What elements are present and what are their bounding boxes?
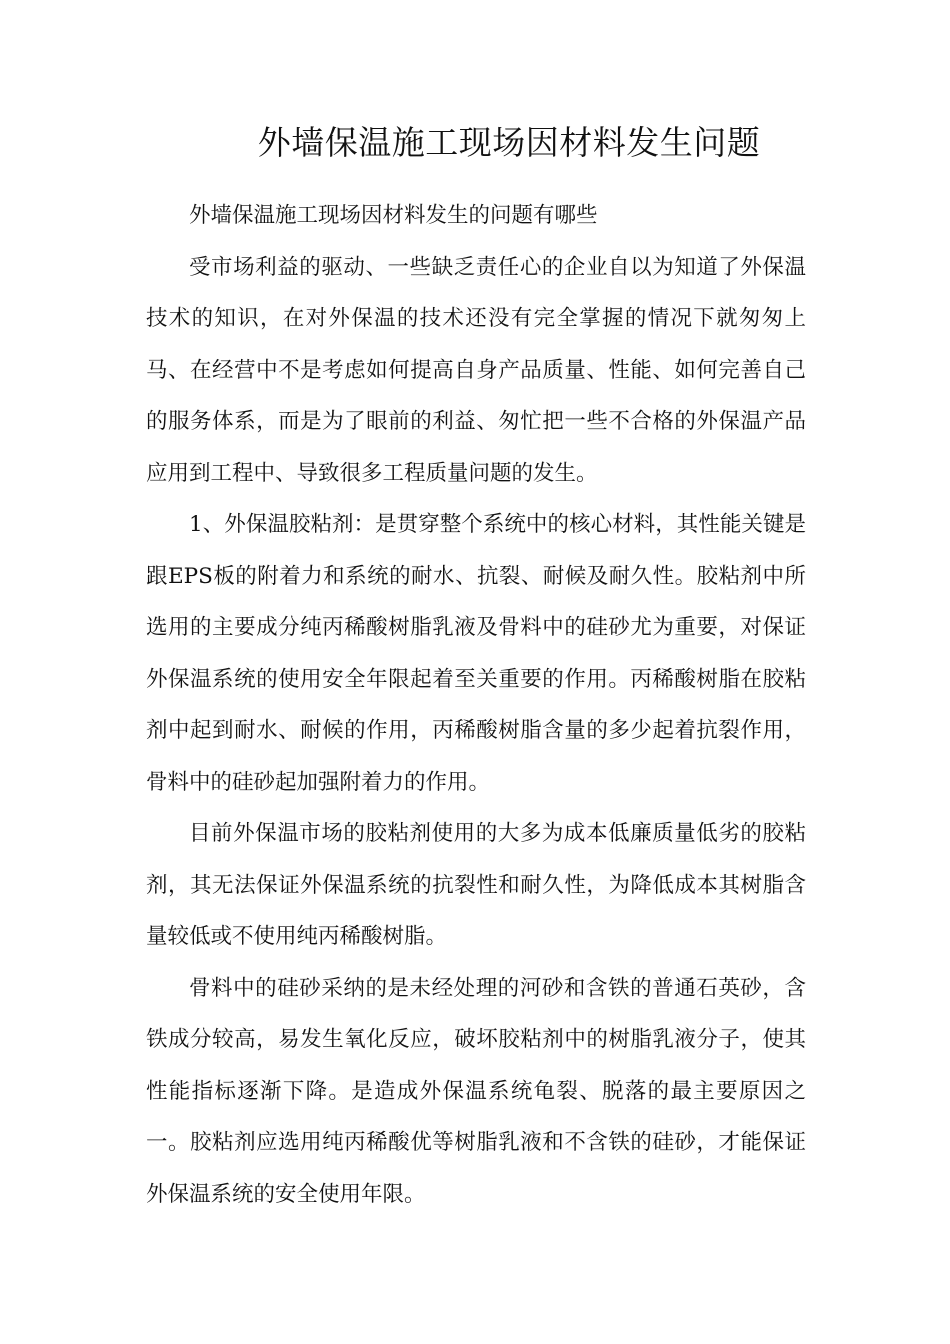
document-title: 外墙保温施工现场因材料发生问题 [257,123,761,162]
paragraph-subtitle: 外墙保温施工现场因材料发生的问题有哪些 [189,203,598,228]
paragraph-adhesive: 1、外保温胶粘剂：是贯穿整个系统中的核心材料，其性能关键是跟EPS板的附着力和系统的耐水、抗裂、耐候及耐久性。胶粘剂中所选用的主要成分纯丙稀酸树脂乳液及骨料中的硅砂尤为重要，对保证外保温系统的使用安全年限起着至关重要的作用。丙稀酸树脂在胶粘剂中起到耐水、耐候的作用，丙稀酸树脂含量的多少起着抗裂作用，骨料中的硅砂起加强附着力的作用。 [146,512,806,795]
document-body [146,190,806,1220]
paragraph-market: 受市场利益的驱动、一些缺乏责任心的企业自以为知道了外保温技术的知识，在对外保温的技术还没有完全掌握的情况下就匆匆上马、在经营中不是考虑如何提高自身产品质量、性能、如何完善自己的服务体系，而是为了眼前的利益、匆忙把一些不合格的外保温产品应用到工程中、导致很多工程质量问题的发生。 [146,254,806,486]
paragraph-current-market: 目前外保温市场的胶粘剂使用的大多为成本低廉质量低劣的胶粘剂，其无法保证外保温系统的抗裂性和耐久性，为降低成本其树脂含量较低或不使用纯丙稀酸树脂。 [146,821,806,949]
paragraph-aggregate: 骨料中的硅砂采纳的是未经处理的河砂和含铁的普通石英砂，含铁成分较高，易发生氧化反应，破坏胶粘剂中的树脂乳液分子，使其性能指标逐渐下降。是造成外保温系统龟裂、脱落的最主要原因之一。胶粘剂应选用纯丙稀酸优等树脂乳液和不含铁的硅砂，才能保证外保温系统的安全使用年限。 [146,975,806,1207]
